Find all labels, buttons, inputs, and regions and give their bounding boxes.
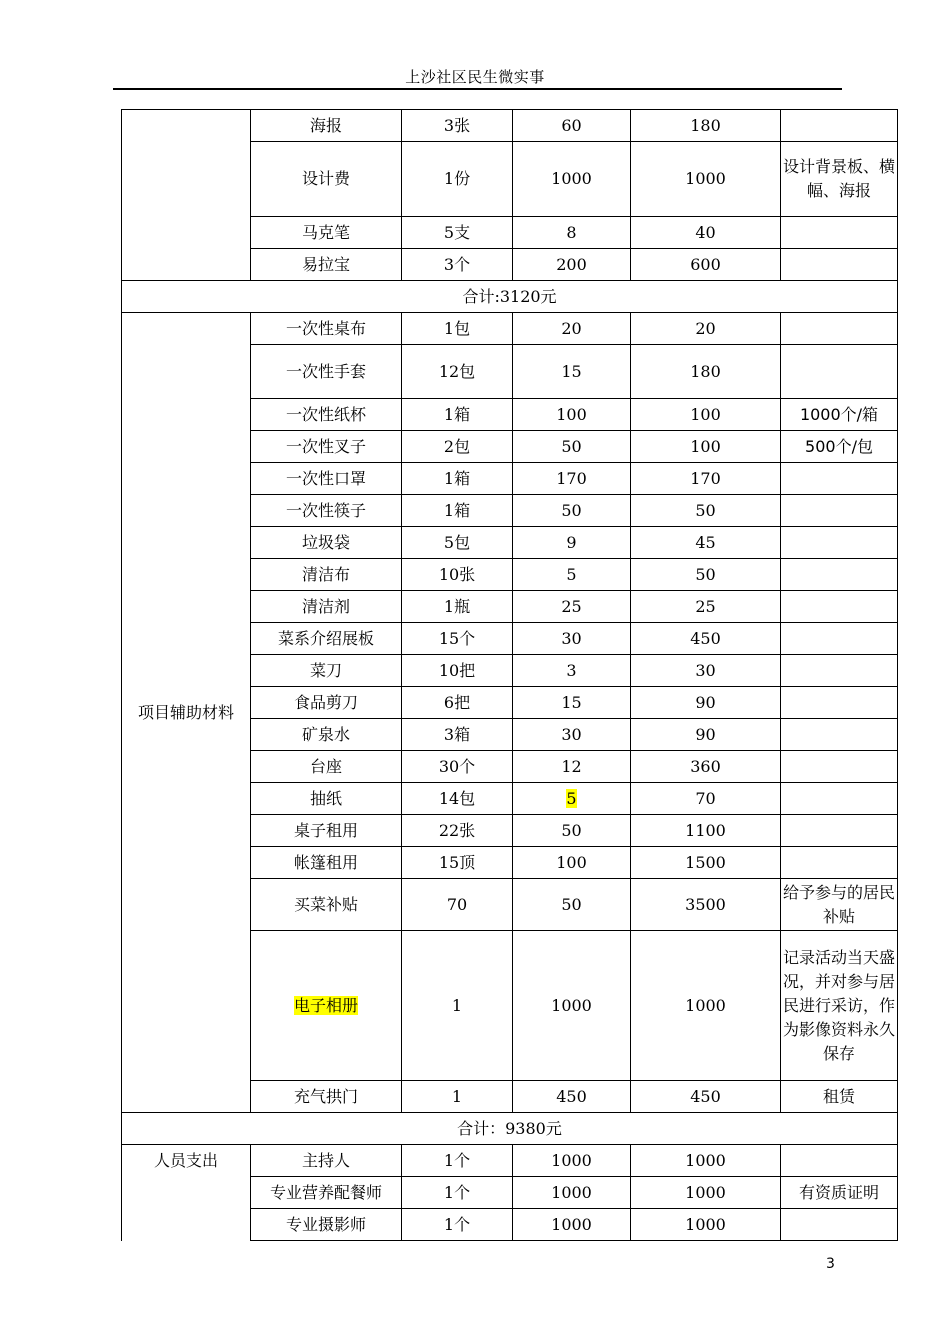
amount: 180 <box>631 110 781 142</box>
item-name: 帐篷租用 <box>251 847 402 879</box>
note <box>781 463 898 495</box>
amount: 100 <box>631 431 781 463</box>
amount: 170 <box>631 463 781 495</box>
quantity: 1 <box>402 1081 513 1113</box>
unit-price: 9 <box>513 527 631 559</box>
amount: 600 <box>631 249 781 281</box>
unit-price: 3 <box>513 655 631 687</box>
quantity: 2包 <box>402 431 513 463</box>
unit-price: 170 <box>513 463 631 495</box>
note <box>781 623 898 655</box>
amount: 3500 <box>631 879 781 931</box>
unit-price: 1000 <box>513 931 631 1081</box>
unit-price-cell <box>513 783 631 815</box>
budget-table <box>121 109 898 1241</box>
unit-price: 450 <box>513 1081 631 1113</box>
quantity: 1个 <box>402 1177 513 1209</box>
unit-price: 1000 <box>513 1177 631 1209</box>
item-name: 电子相册 <box>293 995 358 1015</box>
item-name: 清洁布 <box>251 559 402 591</box>
quantity: 3张 <box>402 110 513 142</box>
note <box>781 345 898 399</box>
unit-price: 60 <box>513 110 631 142</box>
quantity: 15顶 <box>402 847 513 879</box>
quantity: 22张 <box>402 815 513 847</box>
item-name-cell <box>251 931 402 1081</box>
unit-price: 200 <box>513 249 631 281</box>
item-name: 一次性桌布 <box>251 313 402 345</box>
page-number: 3 <box>826 1256 835 1272</box>
quantity: 5包 <box>402 527 513 559</box>
table-row <box>122 313 898 345</box>
item-name: 主持人 <box>251 1145 402 1177</box>
item-name: 菜刀 <box>251 655 402 687</box>
note <box>781 591 898 623</box>
category-label: 人员支出 <box>122 1145 251 1241</box>
note <box>781 783 898 815</box>
note <box>781 1145 898 1177</box>
amount: 50 <box>631 495 781 527</box>
amount: 40 <box>631 217 781 249</box>
quantity: 3箱 <box>402 719 513 751</box>
amount: 20 <box>631 313 781 345</box>
unit-price: 8 <box>513 217 631 249</box>
item-name: 一次性筷子 <box>251 495 402 527</box>
note: 500个/包 <box>781 431 898 463</box>
note <box>781 110 898 142</box>
item-name: 一次性手套 <box>251 345 402 399</box>
note <box>781 249 898 281</box>
unit-price: 12 <box>513 751 631 783</box>
quantity: 1瓶 <box>402 591 513 623</box>
item-name: 矿泉水 <box>251 719 402 751</box>
unit-price: 50 <box>513 431 631 463</box>
category-cell-empty <box>122 110 251 281</box>
unit-price: 50 <box>513 815 631 847</box>
amount: 1000 <box>631 1209 781 1241</box>
category-label: 项目辅助材料 <box>122 313 251 1113</box>
quantity: 3个 <box>402 249 513 281</box>
quantity: 10张 <box>402 559 513 591</box>
unit-price: 1000 <box>513 1145 631 1177</box>
amount: 45 <box>631 527 781 559</box>
item-name: 一次性纸杯 <box>251 399 402 431</box>
note <box>781 1209 898 1241</box>
quantity: 1个 <box>402 1209 513 1241</box>
note <box>781 719 898 751</box>
unit-price: 50 <box>513 879 631 931</box>
quantity: 14包 <box>402 783 513 815</box>
amount: 1000 <box>631 142 781 217</box>
note <box>781 751 898 783</box>
amount: 25 <box>631 591 781 623</box>
quantity: 6把 <box>402 687 513 719</box>
amount: 30 <box>631 655 781 687</box>
quantity: 1个 <box>402 1145 513 1177</box>
note <box>781 313 898 345</box>
unit-price: 5 <box>566 788 577 808</box>
unit-price: 15 <box>513 687 631 719</box>
unit-price: 1000 <box>513 142 631 217</box>
amount: 450 <box>631 1081 781 1113</box>
quantity: 1份 <box>402 142 513 217</box>
quantity: 70 <box>402 879 513 931</box>
quantity: 1箱 <box>402 495 513 527</box>
subtotal-row <box>122 281 898 313</box>
quantity: 1箱 <box>402 463 513 495</box>
unit-price: 50 <box>513 495 631 527</box>
quantity: 1 <box>402 931 513 1081</box>
item-name: 菜系介绍展板 <box>251 623 402 655</box>
quantity: 10把 <box>402 655 513 687</box>
quantity: 5支 <box>402 217 513 249</box>
item-name: 海报 <box>251 110 402 142</box>
note: 给予参与的居民补贴 <box>781 879 898 931</box>
item-name: 一次性叉子 <box>251 431 402 463</box>
unit-price: 15 <box>513 345 631 399</box>
amount: 1100 <box>631 815 781 847</box>
note <box>781 527 898 559</box>
unit-price: 1000 <box>513 1209 631 1241</box>
note <box>781 687 898 719</box>
amount: 70 <box>631 783 781 815</box>
item-name: 专业摄影师 <box>251 1209 402 1241</box>
amount: 50 <box>631 559 781 591</box>
amount: 90 <box>631 719 781 751</box>
note: 租赁 <box>781 1081 898 1113</box>
item-name: 买菜补贴 <box>251 879 402 931</box>
item-name: 桌子租用 <box>251 815 402 847</box>
subtotal-row <box>122 1113 898 1145</box>
item-name: 抽纸 <box>251 783 402 815</box>
unit-price: 30 <box>513 623 631 655</box>
note <box>781 217 898 249</box>
item-name: 清洁剂 <box>251 591 402 623</box>
amount: 1500 <box>631 847 781 879</box>
item-name: 专业营养配餐师 <box>251 1177 402 1209</box>
item-name: 易拉宝 <box>251 249 402 281</box>
item-name: 马克笔 <box>251 217 402 249</box>
quantity: 1包 <box>402 313 513 345</box>
amount: 1000 <box>631 1177 781 1209</box>
note <box>781 815 898 847</box>
amount: 180 <box>631 345 781 399</box>
unit-price: 20 <box>513 313 631 345</box>
amount: 100 <box>631 399 781 431</box>
note: 记录活动当天盛况，并对参与居民进行采访，作为影像资料永久保存 <box>781 931 898 1081</box>
amount: 360 <box>631 751 781 783</box>
note <box>781 495 898 527</box>
note <box>781 847 898 879</box>
item-name: 一次性口罩 <box>251 463 402 495</box>
amount: 90 <box>631 687 781 719</box>
subtotal: 合计：9380元 <box>122 1113 898 1145</box>
amount: 450 <box>631 623 781 655</box>
table-row <box>122 1145 898 1177</box>
page-header-title: 上沙社区民生微实事 <box>405 68 545 86</box>
unit-price: 100 <box>513 847 631 879</box>
quantity: 30个 <box>402 751 513 783</box>
note <box>781 655 898 687</box>
note: 有资质证明 <box>781 1177 898 1209</box>
item-name: 台座 <box>251 751 402 783</box>
amount: 1000 <box>631 931 781 1081</box>
amount: 1000 <box>631 1145 781 1177</box>
item-name: 食品剪刀 <box>251 687 402 719</box>
note <box>781 559 898 591</box>
quantity: 1箱 <box>402 399 513 431</box>
header-rule <box>113 88 842 90</box>
note: 设计背景板、横幅、海报 <box>781 142 898 217</box>
note: 1000个/箱 <box>781 399 898 431</box>
item-name: 垃圾袋 <box>251 527 402 559</box>
unit-price: 100 <box>513 399 631 431</box>
unit-price: 5 <box>513 559 631 591</box>
unit-price: 30 <box>513 719 631 751</box>
item-name: 充气拱门 <box>251 1081 402 1113</box>
quantity: 15个 <box>402 623 513 655</box>
quantity: 12包 <box>402 345 513 399</box>
table-row <box>122 110 898 142</box>
unit-price: 25 <box>513 591 631 623</box>
subtotal: 合计:3120元 <box>122 281 898 313</box>
item-name: 设计费 <box>251 142 402 217</box>
